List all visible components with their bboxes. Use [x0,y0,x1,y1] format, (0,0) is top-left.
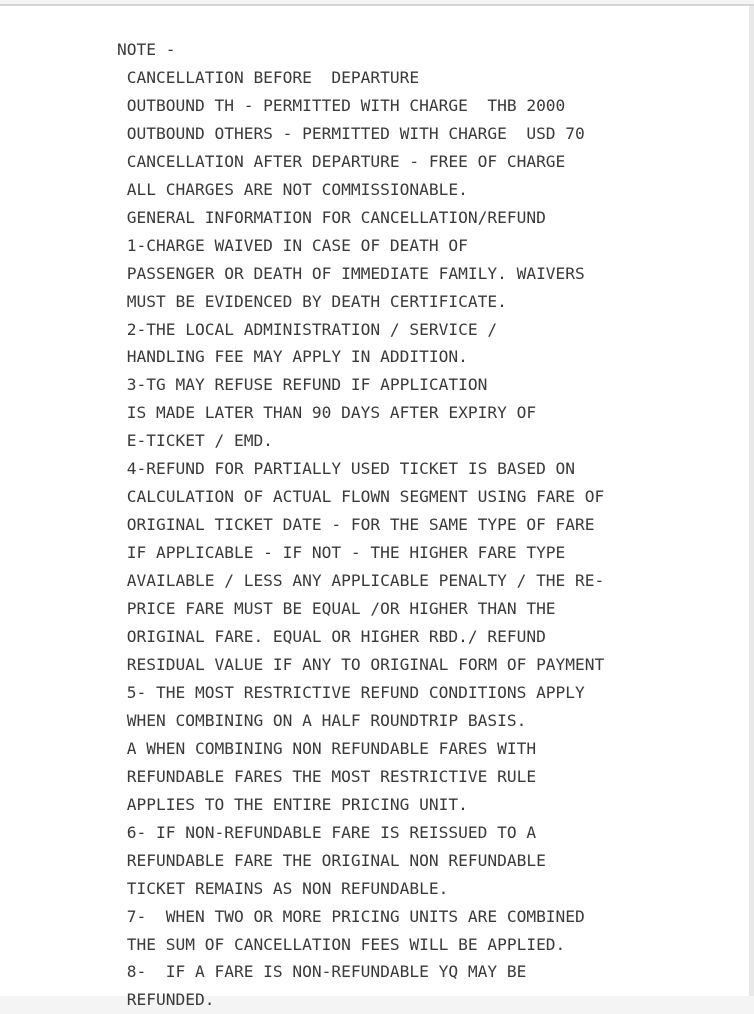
note-heading: NOTE - [117,40,176,59]
note-line: CANCELLATION AFTER DEPARTURE - FREE OF CHARGE [117,151,566,171]
note-line: 8- IF A FARE IS NON-REFUNDABLE YQ MAY BE [117,962,527,982]
note-line: MUST BE EVIDENCED BY DEATH CERTIFICATE. [117,291,507,311]
note-line: CALCULATION OF ACTUAL FLOWN SEGMENT USING FARE OF [117,487,605,507]
note-line: WHEN COMBINING ON A HALF ROUNDTRIP BASIS. [117,710,527,730]
note-line: THE SUM OF CANCELLATION FEES WILL BE APPLIED. [117,934,566,954]
note-line: REFUNDED. [117,990,215,1010]
note-line: HANDLING FEE MAY APPLY IN ADDITION. [117,347,468,367]
fare-rules-note [117,36,604,1014]
note-line: 1-CHARGE WAIVED IN CASE OF DEATH OF [117,235,468,255]
note-line: ORIGINAL TICKET DATE - FOR THE SAME TYPE OF FARE [117,515,595,535]
note-line: RESIDUAL VALUE IF ANY TO ORIGINAL FORM OF PAYMENT [117,654,605,674]
note-line: PRICE FARE MUST BE EQUAL /OR HIGHER THAN THE [117,599,556,619]
note-line: REFUNDABLE FARES THE MOST RESTRICTIVE RULE [117,766,537,786]
note-line: 5- THE MOST RESTRICTIVE REFUND CONDITIONS APPLY [117,682,585,702]
note-line: OUTBOUND OTHERS - PERMITTED WITH CHARGE USD 70 [117,123,585,143]
note-line: ORIGINAL FARE. EQUAL OR HIGHER RBD./ REFUND [117,627,546,647]
note-line: 6- IF NON-REFUNDABLE FARE IS REISSUED TO A [117,822,537,842]
note-line: TICKET REMAINS AS NON REFUNDABLE. [117,878,449,898]
note-line: REFUNDABLE FARE THE ORIGINAL NON REFUNDABLE [117,850,546,870]
note-line: CANCELLATION BEFORE DEPARTURE [117,67,420,87]
note-line: IF APPLICABLE - IF NOT - THE HIGHER FARE TYPE [117,543,566,563]
note-line: 3-TG MAY REFUSE REFUND IF APPLICATION [117,375,488,395]
right-edge [749,6,754,996]
note-line: 7- WHEN TWO OR MORE PRICING UNITS ARE COMBINED [117,906,585,926]
note-line: AVAILABLE / LESS ANY APPLICABLE PENALTY / THE RE- [117,571,605,591]
note-line: APPLIES TO THE ENTIRE PRICING UNIT. [117,794,468,814]
note-line: A WHEN COMBINING NON REFUNDABLE FARES WITH [117,738,537,758]
note-line: PASSENGER OR DEATH OF IMMEDIATE FAMILY. WAIVERS [117,263,585,283]
note-line: GENERAL INFORMATION FOR CANCELLATION/REFUND [117,207,546,227]
note-line: 4-REFUND FOR PARTIALLY USED TICKET IS BASED ON [117,459,576,479]
note-line: 2-THE LOCAL ADMINISTRATION / SERVICE / [117,319,498,339]
note-line: E-TICKET / EMD. [117,431,273,451]
text-panel [0,6,749,1010]
note-line: OUTBOUND TH - PERMITTED WITH CHARGE THB 2000 [117,95,566,115]
note-line: IS MADE LATER THAN 90 DAYS AFTER EXPIRY OF [117,403,537,423]
note-line: ALL CHARGES ARE NOT COMMISSIONABLE. [117,179,468,199]
